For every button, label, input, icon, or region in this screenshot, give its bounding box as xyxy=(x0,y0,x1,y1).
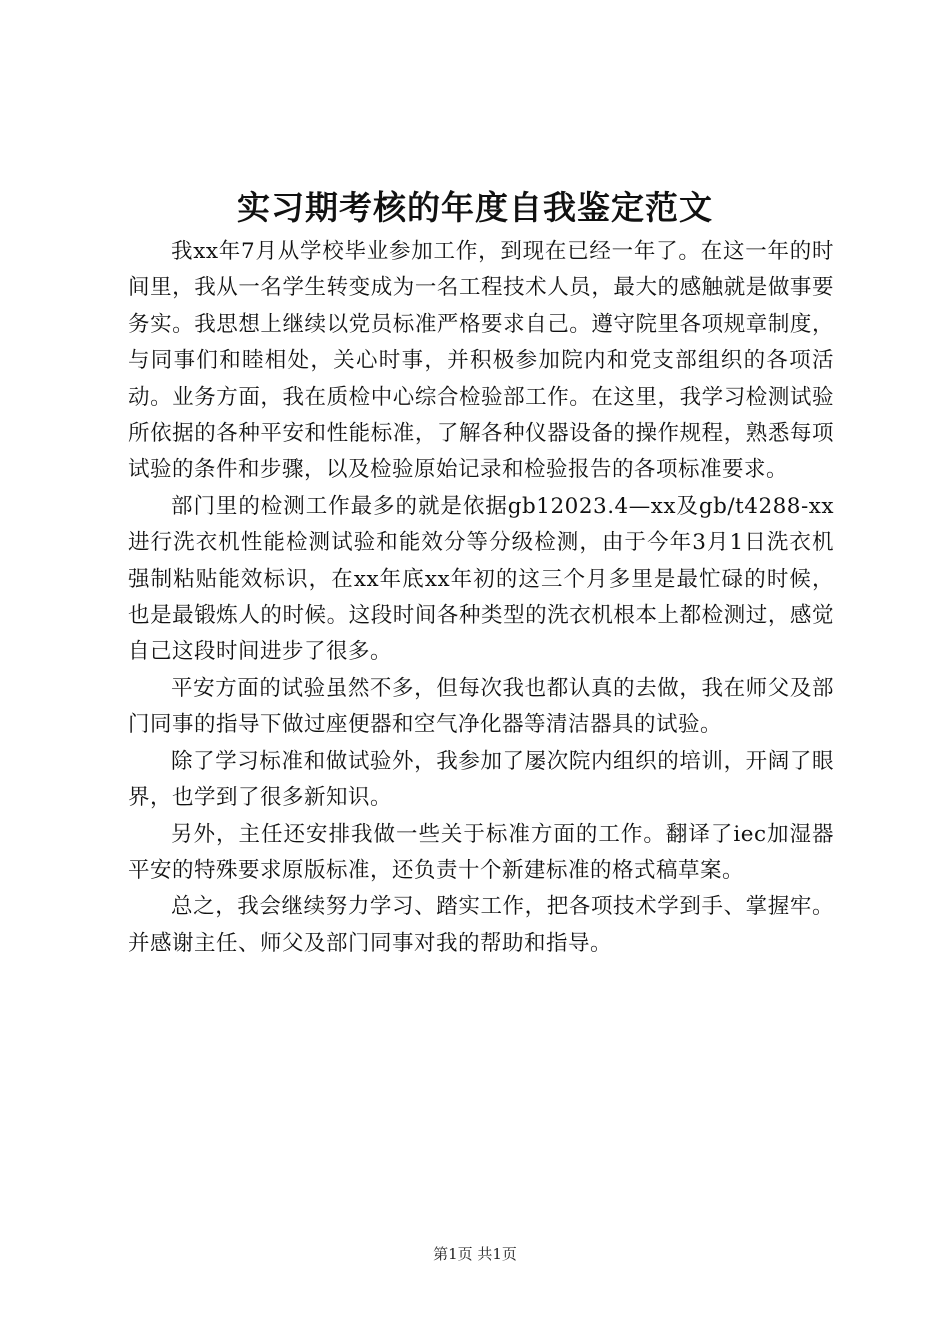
paragraph-5: 另外，主任还安排我做一些关于标准方面的工作。翻译了iec加湿器平安的特殊要求原版标准，还负责十个新建标准的格式稿草案。 xyxy=(128,821,834,883)
paragraph-4: 除了学习标准和做试验外，我参加了屡次院内组织的培训，开阔了眼界，也学到了很多新知识。 xyxy=(128,748,834,811)
page-footer: 第1页 共1页 xyxy=(433,1245,517,1263)
document-body xyxy=(128,234,834,962)
document-title: 实习期考核的年度自我鉴定范文 xyxy=(237,188,713,227)
paragraph-2: 部门里的检测工作最多的就是依据gb12023.4—xx及gb/t4288-xx进行洗衣机性能检测试验和能效分等分级检测，由于今年3月1日洗衣机强制粘贴能效标识，在xx年底xx年初的这三个月多里是最忙碌的时候，也是最锻炼人的时候。这段时间各种类型的洗衣机根本上都检测过，感觉自己这段时间进步了很多。 xyxy=(128,493,834,665)
paragraph-1: 我xx年7月从学校毕业参加工作，到现在已经一年了。在这一年的时间里，我从一名学生转变成为一名工程技术人员，最大的感触就是做事要务实。我思想上继续以党员标准严格要求自己。遵守院里各项规章制度，与同事们和睦相处，关心时事，并积极参加院内和党支部组织的各项活动。业务方面，我在质检中心综合检验部工作。在这里，我学习检测试验所依据的各种平安和性能标准，了解各种仪器设备的操作规程，熟悉每项试验的条件和步骤，以及检验原始记录和检验报告的各项标准要求。 xyxy=(128,239,834,483)
paragraph-3: 平安方面的试验虽然不多，但每次我也都认真的去做，我在师父及部门同事的指导下做过座便器和空气净化器等清洁器具的试验。 xyxy=(128,675,834,738)
paragraph-6: 总之，我会继续努力学习、踏实工作，把各项技术学到手、掌握牢。并感谢主任、师父及部门同事对我的帮助和指导。 xyxy=(128,894,834,956)
